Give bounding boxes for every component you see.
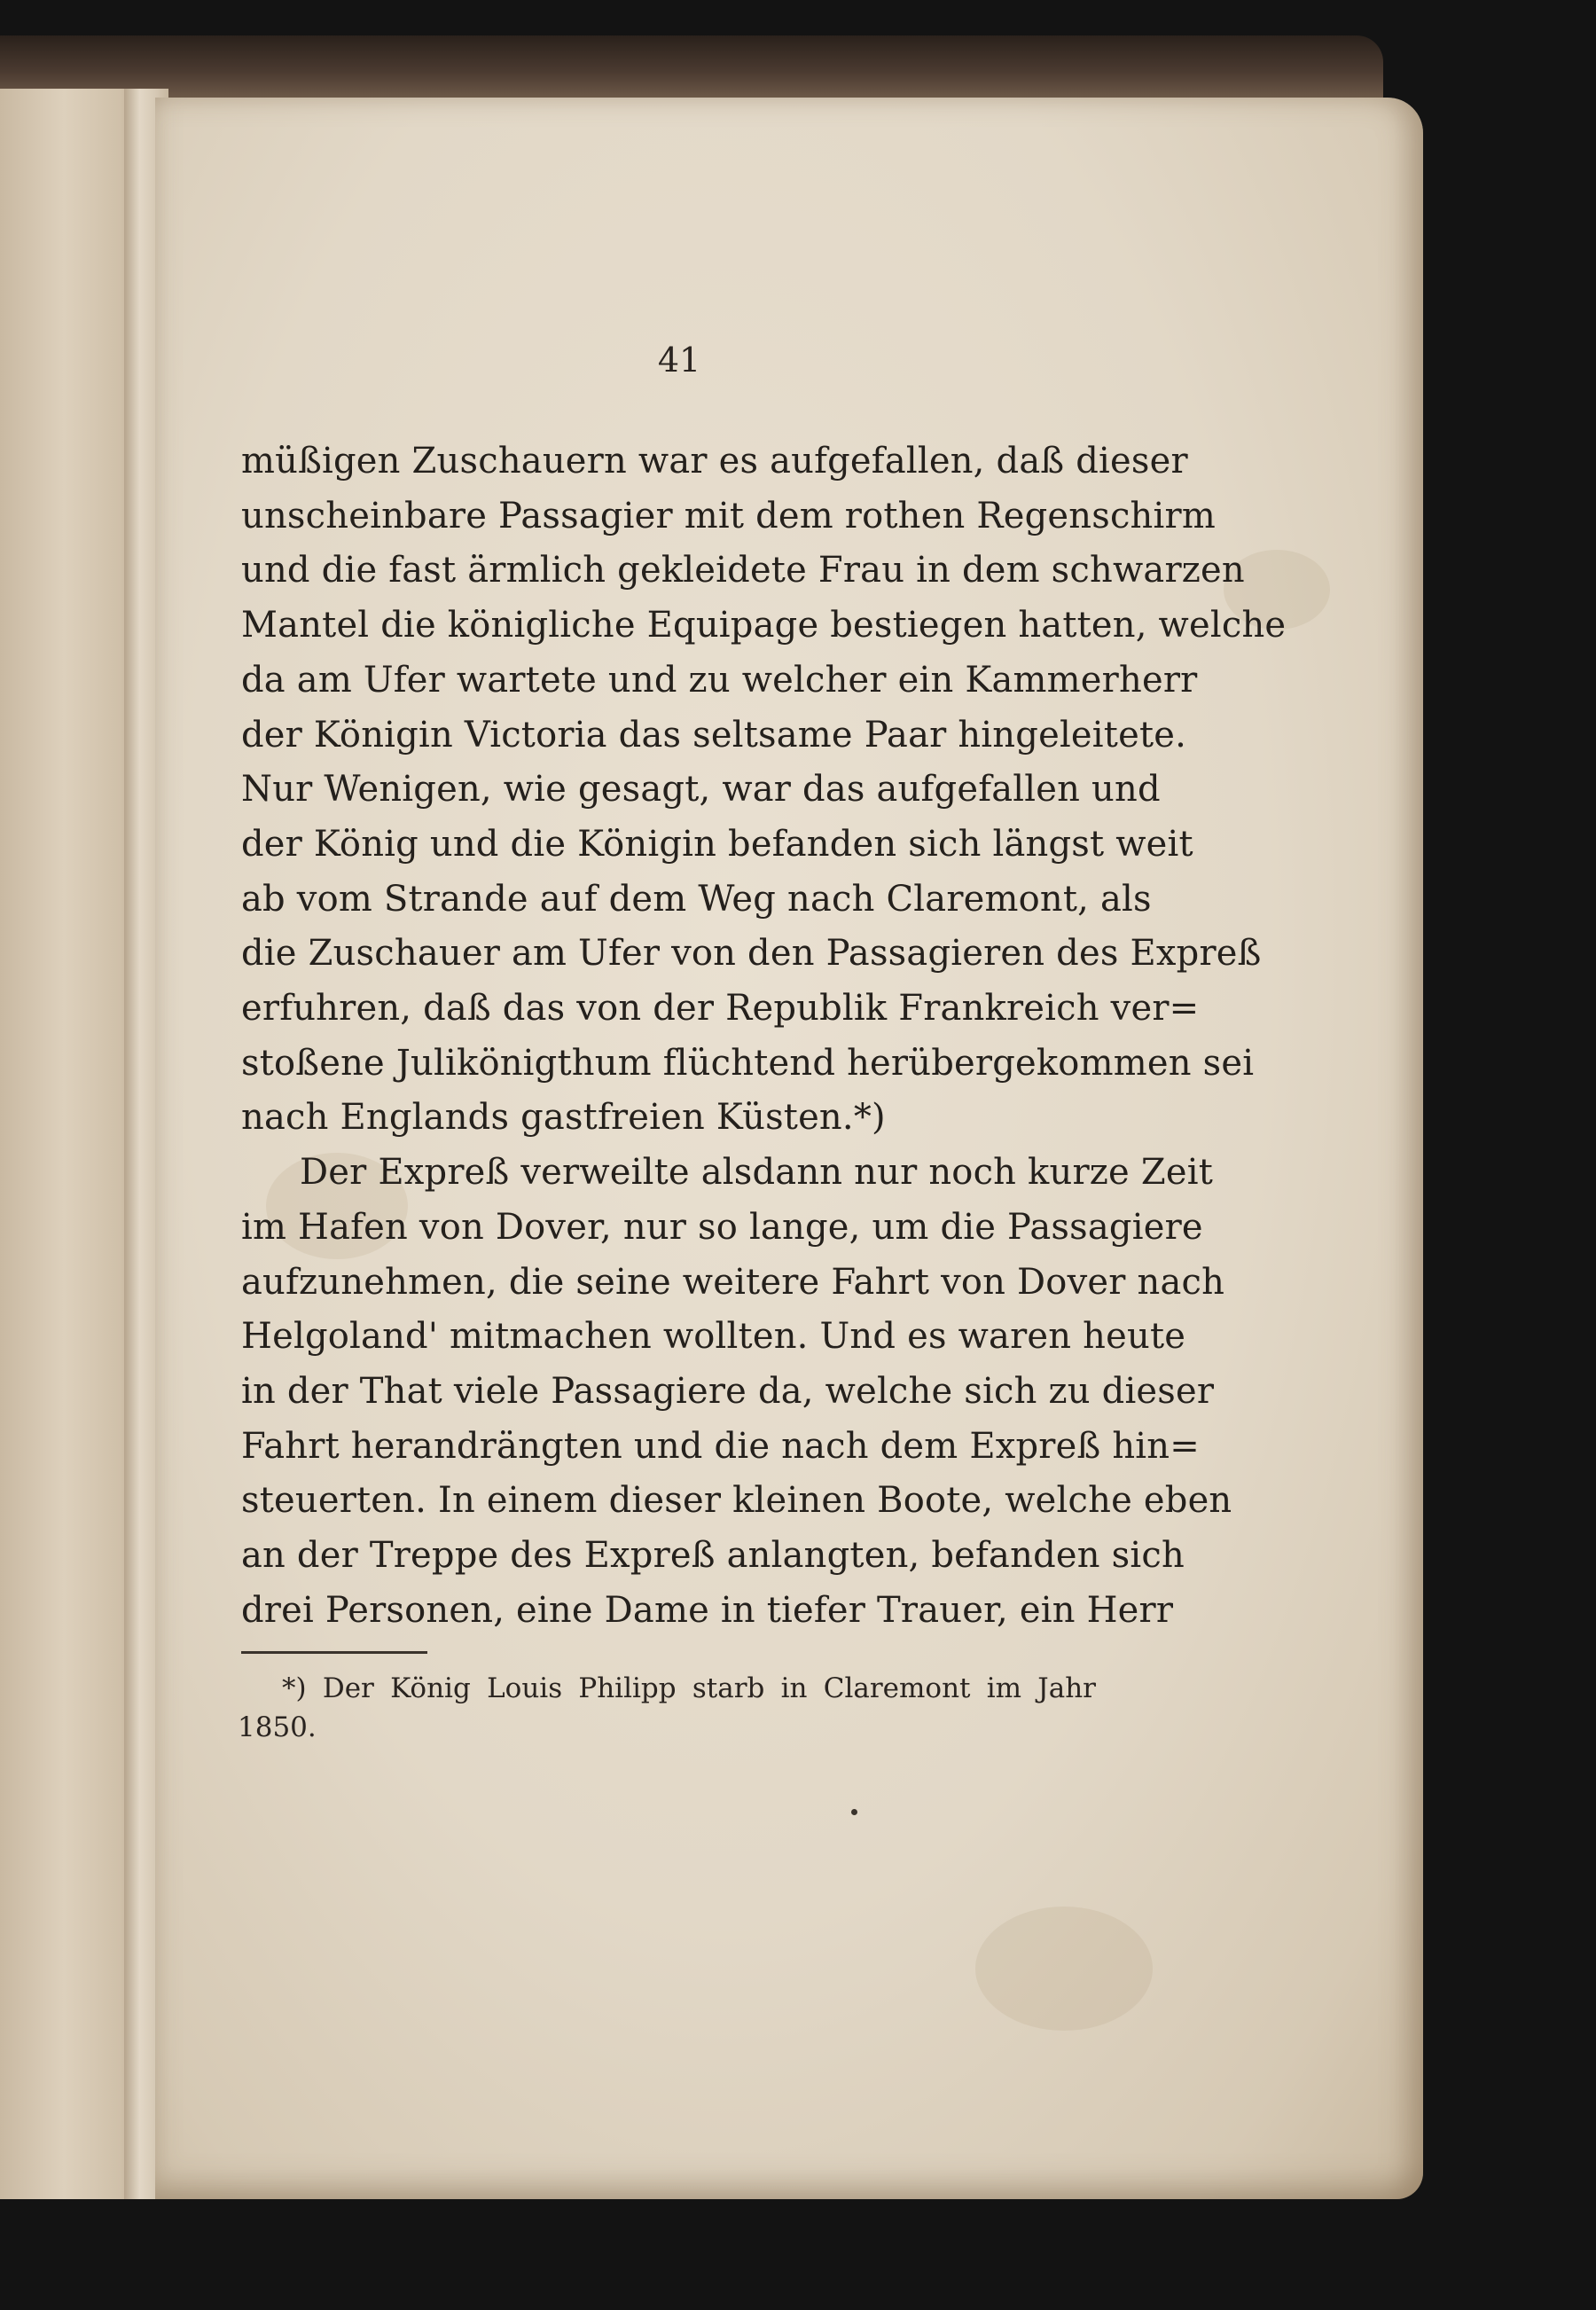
footnote-line: 1850. xyxy=(238,1711,317,1743)
text-line: nach Englands gastfreien Küsten.*) xyxy=(241,1097,886,1139)
text-line: und die fast ärmlich gekleidete Frau in dem schwarzen xyxy=(241,550,1245,591)
body-text xyxy=(241,435,1287,1638)
text-line: der König und die Königin befanden sich längst weit xyxy=(241,823,1193,865)
text-line: in der That viele Passagiere da, welche sich zu dieser xyxy=(241,1370,1215,1412)
text-line: Nur Wenigen, wie gesagt, war das aufgefallen und xyxy=(241,769,1161,810)
text-line: stoßene Julikönigthum flüchtend herübergekommen sei xyxy=(241,1042,1255,1084)
text-line: Der Expreß verweilte alsdann nur noch kurze Zeit xyxy=(300,1152,1213,1194)
text-line: aufzunehmen, die seine weitere Fahrt von Dover nach xyxy=(241,1261,1225,1303)
footnote-line: *) Der König Louis Philipp starb in Claremont im Jahr xyxy=(282,1672,1096,1704)
text-line: an der Treppe des Expreß anlangten, befanden sich xyxy=(241,1535,1185,1577)
text-line: steuerten. In einem dieser kleinen Boote, welche eben xyxy=(241,1480,1232,1522)
text-line: erfuhren, daß das von der Republik Frankreich ver= xyxy=(241,988,1200,1030)
text-line: müßigen Zuschauern war es aufgefallen, daß dieser xyxy=(241,441,1188,482)
text-line: der Königin Victoria das seltsame Paar hingeleitete. xyxy=(241,714,1187,756)
paper-stain xyxy=(975,1907,1153,2031)
text-line: die Zuschauer am Ufer von den Passagieren des Expreß xyxy=(241,933,1262,975)
footnote xyxy=(238,1669,1096,1747)
footnote-rule xyxy=(241,1651,427,1654)
text-line: da am Ufer wartete und zu welcher ein Kammerherr xyxy=(241,659,1198,701)
text-line: im Hafen von Dover, nur so lange, um die Passagiere xyxy=(241,1206,1203,1248)
page-number: 41 xyxy=(657,341,701,380)
text-line: unscheinbare Passagier mit dem rothen Regenschirm xyxy=(241,495,1216,536)
ink-speck xyxy=(851,1809,857,1815)
text-line: Helgoland' mitmachen wollten. Und es waren heute xyxy=(241,1316,1186,1358)
text-line: Fahrt herandrängten und die nach dem Expreß hin= xyxy=(241,1425,1200,1467)
facing-page-edge xyxy=(0,89,142,2199)
text-line: ab vom Strande auf dem Weg nach Claremont, als xyxy=(241,878,1152,920)
text-line: drei Personen, eine Dame in tiefer Trauer, ein Herr xyxy=(241,1589,1174,1631)
text-line: Mantel die königliche Equipage bestiegen hatten, welche xyxy=(241,605,1287,646)
